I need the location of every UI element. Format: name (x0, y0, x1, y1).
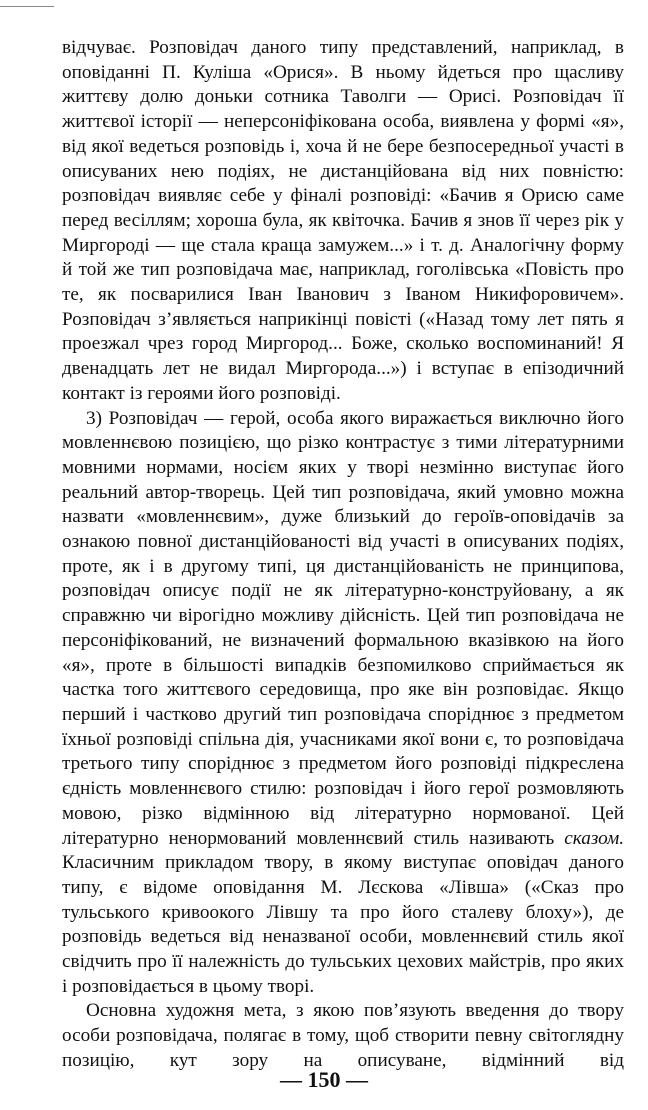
term-skaz: сказом. (564, 827, 624, 849)
paragraph-3: Основна художня мета, з якою пов’язують введення до твору особи розповідача, полягає в тому, щоб створити певну світоглядну позицію, кут зору на описуване, відмінний від (62, 1000, 624, 1071)
paragraph-1: відчуває. Розповідач даного типу представлений, наприклад, в оповіданні П. Куліша «Орися». В ньому йдеться про щасливу життєву долю доньки сотника Таволги — Орисі. Розповідач її життєвої історії — неперсоніфікована особа, виявлена у формі «я», від якої ведеться розповідь і, хоча й не бере безпосередньої участі в описуваних нею подіях, не дистанційована від них повністю: розповідач виявляє себе у фіналі розповіді: «Бачив я Орисю саме перед весіллям; хороша була, як квіточка. Бачив я знов її через рік у Миргороді — ще стала краща замужем...» і т. д. Аналогічну форму й той же тип розповідача має, наприклад, гоголівська «Повість про те, як посварилися Іван Іванович з Іваном Никифоровичем». Розповідач з’являється наприкінці повісті («Назад тому лет пять я проезжал чрез город Миргород... Боже, сколько воспоминаний! Я двенадцать лет не видал Миргорода...») і вступає в епізодичний контакт із героями його розповіді. (62, 37, 624, 404)
page-number: — 150 — (280, 1067, 368, 1092)
paragraph-2-text: 3) Розповідач — герой, особа якого виражається виключно його мовленнєвою позицією, що різко контрастує з тими літературними мовними нормами, носієм яких у творі незмінно виступає його реальний автор-творець. Цей тип розповідача, який умовно можна назвати «мовленнєвим», дуже близький до героїв-оповідачів за ознакою повної дистанційованості від участі в описуваних подіях, проте, як і в другому типі, ця дистанційованість не принципова, розповідач описує події не як літературно-конструйовану, а як справжню чи вірогідно можливу дійсність. Цей тип розповідача не персоніфікований, не визначений формальною вказівкою на його «я», проте в більшості випадків безпомилково сприймається як частка того життєвого середовища, про яке він розповідає. Якщо перший і частково другий тип розповідача споріднює з предметом їхньої розповіді спільна дія, учасниками якої вони є, то розповідача третього типу споріднює з предметом його розповіді підкреслена єдність мовленнєвого стилю: розповідач і його герої розмовляють мовою, різко відмінною від літературно нормованої. Цей літературно ненормований мовленнєвий стиль називають (62, 407, 624, 849)
body-text (62, 36, 624, 1074)
paragraph-2-continuation: Класичним прикладом твору, в якому виступає оповідач даного типу, є відоме оповідання М. Лєскова «Лівша» («Сказ про тульського кривоокого Лівшу та про його сталеву блоху»), де розповідь ведеться від неназваної особи, мовленнєвий стиль якої свідчить про її належність до тульських цехових майстрів, про яких і розповідається в цьому творі. (62, 852, 624, 997)
paragraph-2 (62, 407, 624, 1000)
corner-rule (0, 6, 54, 7)
